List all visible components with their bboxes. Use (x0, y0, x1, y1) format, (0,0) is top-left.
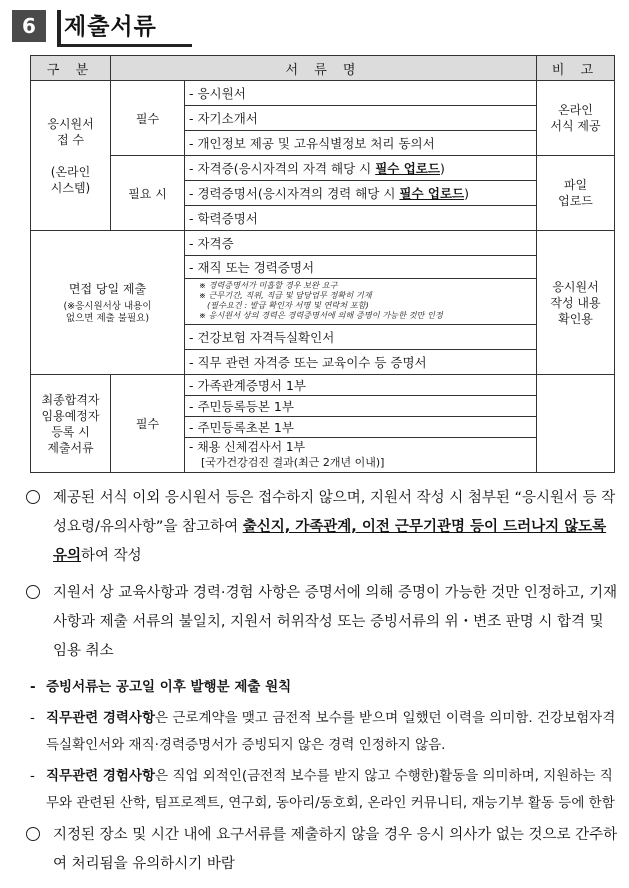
row-text: - 자격증(응시자격의 자격 해당 시 (189, 161, 376, 176)
interview-fine-print (185, 279, 537, 325)
note-item (26, 484, 620, 571)
circle-bullet-icon (26, 585, 40, 599)
online-category-label: 응시원서 접 수 (47, 116, 94, 147)
row-emphasis: 필수 업로드 (399, 186, 465, 201)
circle-bullet-icon (26, 827, 40, 841)
dash-item (26, 674, 620, 701)
col-header-category: 구 분 (31, 56, 111, 81)
note-text: 제공된 서식 이외 응시원서 등은 접수하지 않으며, 지원서 작성 시 첨부된 “응시원서 등 작성요령/유의사항”을 참고하여 (53, 490, 616, 535)
dash-text: 은 근로계약을 맺고 금전적 보수를 받으며 일했던 이력을 의미함. 건강보험자격득실확인서와 재직·경력증명서가 증빙되지 않은 경력 인정하지 않음. (46, 710, 616, 753)
note-item (26, 579, 620, 666)
table-row: - 직무 관련 자격증 또는 교육이수 등 증명서 (185, 350, 537, 375)
section-title: 제출서류 (64, 14, 157, 40)
online-conditional-note: 파일 업로드 (537, 156, 615, 231)
table-row (185, 438, 537, 473)
header-divider (57, 10, 61, 46)
dash-bullet: - (30, 679, 36, 695)
col-header-remark: 비 고 (537, 56, 615, 81)
note-text: 지원서 상 교육사항과 경력·경험 사항은 증명서에 의해 증명이 가능한 것만 인정하고, 기재사항과 제출 서류의 불일치, 지원서 허위작성 또는 증빙서류의 위・변조 판명 시 합격 및 임용 취소 (53, 585, 618, 659)
header-underline (57, 44, 192, 47)
dash-text: 은 직업 외적인(금전적 보수를 받지 않고 수행한)활동을 의미하며, 지원하는 직무와 관련된 산학, 팀프로젝트, 연구회, 동아리/동호회, 온라인 커뮤니티, 재능기부 활동 등에 한함 (46, 768, 615, 811)
online-required-note: 온라인 서식 제공 (537, 81, 615, 156)
table-row: - 주민등록등본 1부 (185, 396, 537, 417)
dash-text: 증빙서류는 공고일 이후 발행분 제출 원칙 (46, 679, 292, 695)
dash-bullet: - (30, 768, 35, 784)
dash-bullet: - (30, 710, 35, 726)
circle-bullet-icon (26, 490, 40, 504)
online-conditional-label: 필요 시 (111, 156, 185, 231)
table-header-row (31, 56, 615, 81)
dash-term: 직무관련 경험사항 (46, 768, 156, 784)
table-row: - 자기소개서 (185, 106, 537, 131)
final-note-empty (537, 375, 615, 473)
final-category-label: 최종합격자 임용예정자 등록 시 제출서류 (31, 375, 111, 473)
row-emphasis: 필수 업로드 (375, 161, 440, 176)
interview-label: 면접 당일 제출 (68, 282, 147, 296)
section-number: 6 (12, 10, 46, 42)
row-text: - 채용 신체검사서 1부 (189, 440, 306, 454)
dash-term: 직무관련 경력사항 (46, 710, 156, 726)
row-text-end: ) (464, 186, 470, 201)
online-required-label: 필수 (111, 81, 185, 156)
table-row: - 개인정보 제공 및 고유식별정보 처리 동의서 (185, 131, 537, 156)
fine-print-line: ※ 응시원서 상의 경력은 경력증명서에 의해 증명이 가능한 것만 인정 (199, 310, 443, 320)
fine-print-line: ※ 경력증명서가 미흡할 경우 보완 요구 (199, 280, 338, 290)
final-required-label: 필수 (111, 375, 185, 473)
row-text-end: ) (439, 161, 445, 176)
interview-category-cell (31, 231, 185, 375)
note-text: 지정된 장소 및 시간 내에 요구서류를 제출하지 않을 경우 응시 의사가 없는 것으로 간주하여 처리됨을 유의하시기 바람 (53, 827, 618, 872)
dash-item (26, 705, 620, 759)
table-row: - 학력증명서 (185, 206, 537, 231)
notes-section (26, 484, 620, 879)
interview-sublabel: (※응시원서상 내용이 없으면 제출 불필요) (63, 301, 152, 324)
table-row: - 자격증 (185, 231, 537, 256)
dash-item (26, 763, 620, 817)
table-row: - 가족관계증명서 1부 (185, 375, 537, 396)
row-text: - 경력증명서(응시자격의 경력 해당 시 (189, 186, 400, 201)
note-text-end: 하여 작성 (81, 548, 142, 564)
documents-table (30, 55, 615, 473)
table-row: - 주민등록초본 1부 (185, 417, 537, 438)
fine-print-line: (필수요건 : 발급 확인자 서명 및 연락처 포함) (207, 300, 369, 310)
online-category-sublabel: (온라인 시스템) (50, 164, 91, 195)
note-emphasis: 출신지, 가족관계, 이전 근무기관명 등이 드러나지 않도록 유의 (53, 519, 607, 564)
table-row (185, 156, 537, 181)
col-header-document: 서 류 명 (111, 56, 537, 81)
online-category-cell (31, 81, 111, 231)
table-row: - 응시원서 (185, 81, 537, 106)
fine-print-line: ※ 근무기간, 직위, 직급 및 담당업무 정확히 기재 (199, 290, 372, 300)
table-row (185, 181, 537, 206)
row-subtext: [국가건강검진 결과(최근 2개년 이내)] (201, 456, 385, 469)
table-row: - 재직 또는 경력증명서 (185, 256, 537, 279)
interview-note: 응시원서 작성 내용 확인용 (537, 231, 615, 375)
note-item (26, 821, 620, 879)
table-row: - 건강보험 자격득실확인서 (185, 325, 537, 350)
